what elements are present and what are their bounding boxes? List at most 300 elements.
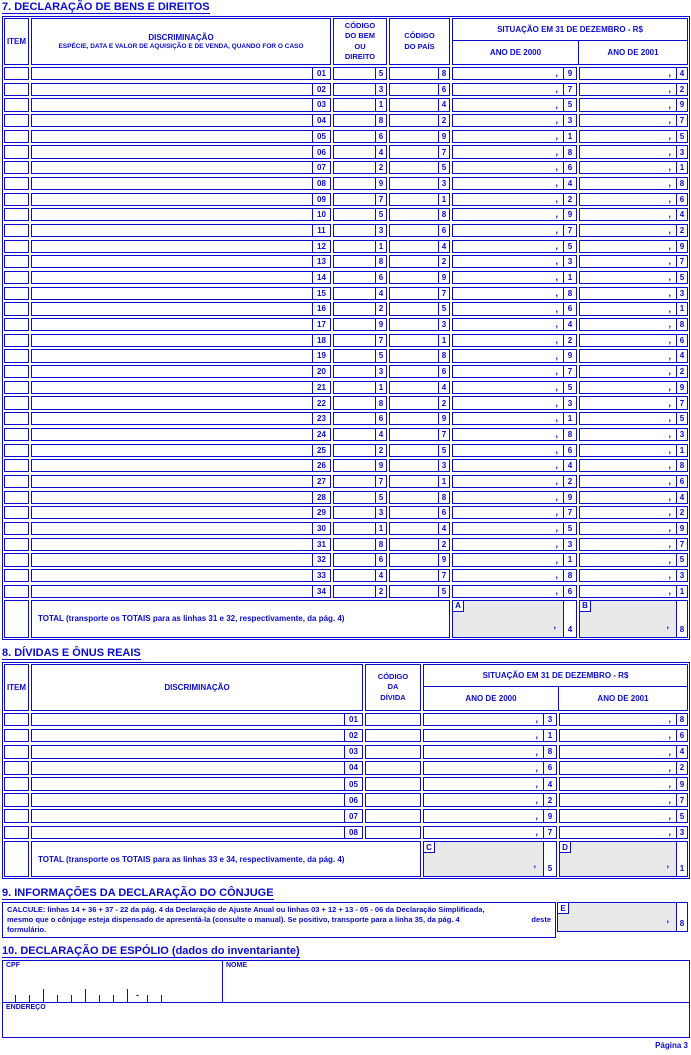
codigo-bem-input[interactable] (334, 476, 375, 487)
codigo-bem-input[interactable] (334, 460, 375, 471)
item-cell[interactable] (4, 569, 29, 582)
codigo-pais-input[interactable] (390, 209, 438, 220)
codigo-divida-input[interactable] (365, 777, 421, 791)
codigo-bem-input[interactable] (334, 554, 375, 565)
ano-2000-input[interactable] (453, 209, 563, 220)
codigo-bem-input[interactable] (334, 84, 375, 95)
codigo-pais-input[interactable] (390, 272, 438, 283)
ano-2001-input[interactable] (580, 162, 676, 173)
item-cell[interactable] (4, 240, 29, 253)
discriminacao-input[interactable] (32, 256, 312, 267)
ano-2001-input[interactable] (580, 507, 676, 518)
ano-2001-input[interactable] (580, 382, 676, 393)
discriminacao-input[interactable] (32, 382, 312, 393)
codigo-pais-input[interactable] (390, 288, 438, 299)
codigo-bem-input[interactable] (334, 382, 375, 393)
discriminacao-input[interactable] (32, 84, 312, 95)
codigo-pais-check-digit: 4 (438, 382, 449, 393)
codigo-bem-input[interactable] (334, 272, 375, 283)
ano-2000-check-digit: 8 (563, 288, 576, 299)
codigo-bem-check-digit: 3 (375, 225, 386, 236)
discriminacao-input[interactable] (32, 586, 312, 597)
discriminacao-input[interactable] (32, 131, 312, 142)
discriminacao-input[interactable] (32, 429, 312, 440)
ano-2000-input[interactable] (453, 445, 563, 456)
item-cell[interactable] (4, 177, 29, 190)
codigo-pais-input[interactable] (390, 554, 438, 565)
discriminacao-group (31, 522, 331, 535)
ano-2000-input[interactable] (453, 570, 563, 581)
ano-2000-input[interactable] (453, 194, 563, 205)
discriminacao-input[interactable] (32, 794, 344, 806)
codigo-bem-input[interactable] (334, 366, 375, 377)
ano-2000-input[interactable] (453, 460, 563, 471)
nome-field[interactable] (223, 961, 689, 1002)
codigo-pais-input[interactable] (390, 84, 438, 95)
discriminacao-input[interactable] (32, 762, 344, 774)
codigo-pais-input[interactable] (390, 256, 438, 267)
codigo-pais-input[interactable] (390, 429, 438, 440)
codigo-bem-input[interactable] (334, 241, 375, 252)
ano-2001-input[interactable] (580, 445, 676, 456)
ano-2001-input[interactable] (580, 178, 676, 189)
item-cell[interactable] (4, 208, 29, 221)
ano-2000-input[interactable] (453, 382, 563, 393)
ano-2001-check-digit: 3 (676, 570, 687, 581)
ano-2001-check-digit: 4 (676, 68, 687, 79)
ano-2001-input[interactable] (580, 429, 676, 440)
ano-2001-input[interactable] (580, 84, 676, 95)
ano-2001-input[interactable] (560, 794, 676, 806)
ano-2000-input[interactable] (453, 146, 563, 157)
ano-2001-group (579, 396, 688, 409)
codigo-bem-check-digit: 4 (375, 288, 386, 299)
ano-2000-input[interactable] (453, 115, 563, 126)
item-cell[interactable] (4, 396, 29, 409)
ano-2000-input[interactable] (453, 68, 563, 79)
ano-2001-input[interactable] (580, 335, 676, 346)
discriminacao-input[interactable] (32, 303, 312, 314)
codigo-bem-input[interactable] (334, 350, 375, 361)
ano-2001-input[interactable] (560, 746, 676, 758)
ano-2000-input[interactable] (424, 810, 543, 822)
discriminacao-input[interactable] (32, 241, 312, 252)
discriminacao-input[interactable] (32, 827, 344, 839)
ano-2001-input[interactable] (580, 272, 676, 283)
ano-2001-input[interactable] (580, 209, 676, 220)
codigo-bem-input[interactable] (334, 539, 375, 550)
item-cell[interactable] (4, 729, 29, 743)
discriminacao-input[interactable] (32, 778, 344, 790)
decimal-comma: , (668, 714, 671, 725)
codigo-bem-input[interactable] (334, 225, 375, 236)
item-cell[interactable] (4, 809, 29, 823)
ano-2000-input[interactable] (453, 131, 563, 142)
discriminacao-input[interactable] (32, 570, 312, 581)
ano-2000-input[interactable] (453, 84, 563, 95)
codigo-pais-input[interactable] (390, 586, 438, 597)
item-cell[interactable] (4, 491, 29, 504)
decimal-comma: , (668, 554, 671, 565)
discriminacao-input[interactable] (32, 272, 312, 283)
codigo-bem-input[interactable] (334, 146, 375, 157)
discriminacao-input[interactable] (32, 146, 312, 157)
item-cell[interactable] (4, 130, 29, 143)
item-cell[interactable] (4, 538, 29, 551)
codigo-bem-check-digit: 8 (375, 397, 386, 408)
discriminacao-input[interactable] (32, 209, 312, 220)
item-cell[interactable] (4, 365, 29, 378)
row-number: 21 (312, 382, 330, 393)
codigo-pais-input[interactable] (390, 131, 438, 142)
item-cell[interactable] (4, 114, 29, 127)
ano-2000-check-digit: 1 (563, 131, 576, 142)
codigo-pais-input[interactable] (390, 115, 438, 126)
ano-2000-input[interactable] (424, 730, 543, 742)
codigo-pais-input[interactable] (390, 366, 438, 377)
ano-2001-check-digit: 5 (676, 272, 687, 283)
discriminacao-input[interactable] (32, 178, 312, 189)
ano-2000-input[interactable] (424, 794, 543, 806)
discriminacao-input[interactable] (32, 730, 344, 742)
ano-2001-input[interactable] (580, 99, 676, 110)
codigo-pais-input[interactable] (390, 397, 438, 408)
ano-2000-check-digit: 5 (563, 523, 576, 534)
codigo-bem-input[interactable] (334, 429, 375, 440)
discriminacao-input[interactable] (32, 366, 312, 377)
codigo-bem-input[interactable] (334, 586, 375, 597)
decimal-comma: , (555, 507, 558, 518)
codigo-divida-input[interactable] (365, 761, 421, 775)
ano-2001-input[interactable] (580, 366, 676, 377)
ano-2001-input[interactable] (560, 778, 676, 790)
discriminacao-input[interactable] (32, 350, 312, 361)
codigo-pais-input[interactable] (390, 539, 438, 550)
codigo-divida-input[interactable] (365, 809, 421, 823)
item-cell[interactable] (4, 98, 29, 111)
item-cell[interactable] (4, 318, 29, 331)
item-cell[interactable] (4, 713, 29, 727)
discriminacao-input[interactable] (32, 492, 312, 503)
ano-2001-group (579, 114, 688, 127)
discriminacao-input[interactable] (32, 413, 312, 424)
codigo-bem-input[interactable] (334, 68, 375, 79)
discriminacao-input[interactable] (32, 194, 312, 205)
codigo-pais-input[interactable] (390, 146, 438, 157)
ano-2000-input[interactable] (453, 350, 563, 361)
ano-2001-input[interactable] (580, 492, 676, 503)
codigo-bem-input[interactable] (334, 413, 375, 424)
ano-2000-input[interactable] (453, 492, 563, 503)
codigo-pais-input[interactable] (390, 194, 438, 205)
discriminacao-group (31, 318, 331, 331)
cpf-tick (71, 995, 72, 1002)
total-c-field[interactable] (424, 842, 543, 876)
item-cell[interactable] (4, 777, 29, 791)
ano-2000-input[interactable] (453, 539, 563, 550)
codigo-bem-input[interactable] (334, 162, 375, 173)
item-cell[interactable] (4, 444, 29, 457)
ano-2000-input[interactable] (453, 366, 563, 377)
codigo-pais-input[interactable] (390, 99, 438, 110)
ano-2001-input[interactable] (580, 225, 676, 236)
codigo-bem-input[interactable] (334, 99, 375, 110)
codigo-bem-check-digit: 1 (375, 99, 386, 110)
field-e[interactable] (558, 903, 676, 931)
discriminacao-input[interactable] (32, 68, 312, 79)
ano-2000-input[interactable] (424, 714, 543, 726)
decimal-comma: , (555, 570, 558, 581)
codigo-divida-input[interactable] (365, 793, 421, 807)
item-cell[interactable] (4, 459, 29, 472)
ano-2001-check-digit: 8 (676, 714, 687, 726)
cpf-tick (99, 995, 100, 1002)
ano-2000-input[interactable] (453, 178, 563, 189)
ano-2000-input[interactable] (453, 225, 563, 236)
item-cell[interactable] (4, 475, 29, 488)
codigo-bem-input[interactable] (334, 570, 375, 581)
codigo-bem-input[interactable] (334, 115, 375, 126)
discriminacao-input[interactable] (32, 460, 312, 471)
ano-2000-input[interactable] (453, 554, 563, 565)
ano-2000-input[interactable] (453, 272, 563, 283)
ano-2000-input[interactable] (424, 762, 543, 774)
ano-2001-input[interactable] (580, 413, 676, 424)
codigo-pais-input[interactable] (390, 178, 438, 189)
item-cell[interactable] (4, 193, 29, 206)
ano-2000-input[interactable] (453, 241, 563, 252)
codigo-bem-input[interactable] (334, 209, 375, 220)
decimal-comma: , (555, 303, 558, 314)
decimal-comma: , (668, 444, 671, 455)
debt-row (4, 793, 688, 807)
codigo-pais-input[interactable] (390, 445, 438, 456)
ano-2001-input[interactable] (580, 303, 676, 314)
discriminacao-group (31, 349, 331, 362)
ano-2000-input[interactable] (453, 162, 563, 173)
ano-2001-input[interactable] (580, 539, 676, 550)
item-cell[interactable] (4, 255, 29, 268)
discriminacao-input[interactable] (32, 445, 312, 456)
ano-2000-input[interactable] (424, 827, 543, 839)
codigo-divida-input[interactable] (365, 713, 421, 727)
codigo-bem-input[interactable] (334, 397, 375, 408)
ano-2001-input[interactable] (580, 115, 676, 126)
ano-2001-group (559, 826, 688, 840)
total-a-field[interactable] (453, 601, 563, 637)
ano-2001-input[interactable] (580, 319, 676, 330)
codigo-pais-input[interactable] (390, 570, 438, 581)
codigo-pais-input[interactable] (390, 303, 438, 314)
item-cell[interactable] (4, 793, 29, 807)
ano-2001-input[interactable] (580, 131, 676, 142)
codigo-pais-input[interactable] (390, 413, 438, 424)
ano-2001-input[interactable] (580, 256, 676, 267)
item-cell[interactable] (4, 428, 29, 441)
codigo-pais-input[interactable] (390, 162, 438, 173)
codigo-bem-input[interactable] (334, 335, 375, 346)
discriminacao-input[interactable] (32, 335, 312, 346)
codigo-pais-input[interactable] (390, 507, 438, 518)
ano-2001-input[interactable] (580, 570, 676, 581)
discriminacao-input[interactable] (32, 162, 312, 173)
discriminacao-input[interactable] (32, 810, 344, 822)
ano-2000-input[interactable] (453, 335, 563, 346)
ano-2001-input[interactable] (580, 554, 676, 565)
discriminacao-input[interactable] (32, 319, 312, 330)
calc-line1: CALCULE: linhas 14 + 36 + 37 - 22 da pág. 4 da Declaração de Ajuste Anual ou linhas 03 + 12 + 13 - 05 - 06 da Declaração Simplificada, (7, 905, 485, 915)
ano-2001-input[interactable] (560, 762, 676, 774)
ano-2001-input[interactable] (580, 288, 676, 299)
codigo-pais-input[interactable] (390, 319, 438, 330)
ano-2000-input[interactable] (453, 429, 563, 440)
ano-2001-input[interactable] (560, 810, 676, 822)
ano-2001-input[interactable] (580, 397, 676, 408)
discriminacao-group (31, 506, 331, 519)
codigo-bem-group (333, 161, 387, 174)
codigo-bem-check-digit: 7 (375, 476, 386, 487)
codigo-pais-input[interactable] (390, 335, 438, 346)
discriminacao-input[interactable] (32, 554, 312, 565)
ano-2001-input[interactable] (580, 241, 676, 252)
ano-2001-input[interactable] (580, 68, 676, 79)
codigo-bem-input[interactable] (334, 507, 375, 518)
total-d-field[interactable] (560, 842, 676, 876)
discriminacao-input[interactable] (32, 539, 312, 550)
codigo-bem-input[interactable] (334, 492, 375, 503)
ano-2000-group (423, 826, 557, 840)
ano-2000-input[interactable] (453, 586, 563, 597)
ano-2000-input[interactable] (453, 319, 563, 330)
ano-2001-input[interactable] (580, 146, 676, 157)
discriminacao-input[interactable] (32, 397, 312, 408)
codigo-pais-group (389, 522, 450, 535)
item-cell[interactable] (4, 412, 29, 425)
codigo-pais-input[interactable] (390, 460, 438, 471)
cpf-field[interactable] (3, 961, 223, 1002)
endereco-field[interactable] (3, 1002, 689, 1037)
ano-2000-input[interactable] (453, 99, 563, 110)
item-cell[interactable] (4, 302, 29, 315)
field-letter-e: E (557, 902, 569, 914)
codigo-pais-input[interactable] (390, 350, 438, 361)
codigo-bem-input[interactable] (334, 178, 375, 189)
item-cell[interactable] (4, 826, 29, 840)
codigo-pais-check-digit: 9 (438, 131, 449, 142)
item-cell[interactable] (4, 145, 29, 158)
codigo-bem-input[interactable] (334, 131, 375, 142)
codigo-divida-input[interactable] (365, 729, 421, 743)
ano-2000-input[interactable] (453, 303, 563, 314)
item-cell[interactable] (4, 67, 29, 80)
ano-2000-input[interactable] (453, 413, 563, 424)
ano-2000-input[interactable] (453, 288, 563, 299)
item-cell[interactable] (4, 506, 29, 519)
item-cell[interactable] (4, 553, 29, 566)
item-cell[interactable] (4, 585, 29, 598)
item-cell[interactable] (4, 349, 29, 362)
row-number: 13 (312, 256, 330, 267)
discriminacao-input[interactable] (32, 746, 344, 758)
codigo-bem-input[interactable] (334, 303, 375, 314)
total-b-field[interactable] (580, 601, 676, 637)
codigo-bem-input[interactable] (334, 319, 375, 330)
codigo-bem-input[interactable] (334, 194, 375, 205)
discriminacao-input[interactable] (32, 476, 312, 487)
item-cell[interactable] (4, 745, 29, 759)
ano-2000-group (452, 271, 577, 284)
ano-2001-input[interactable] (580, 476, 676, 487)
decimal-comma: , (668, 778, 671, 789)
item-cell[interactable] (4, 381, 29, 394)
codigo-divida-input[interactable] (365, 826, 421, 840)
discriminacao-input[interactable] (32, 523, 312, 534)
codigo-divida-input[interactable] (365, 745, 421, 759)
item-cell[interactable] (4, 161, 29, 174)
ano-2000-input[interactable] (453, 256, 563, 267)
codigo-bem-input[interactable] (334, 523, 375, 534)
discriminacao-input[interactable] (32, 225, 312, 236)
decimal-comma: , (668, 746, 671, 757)
codigo-bem-input[interactable] (334, 445, 375, 456)
ano-2001-input[interactable] (580, 194, 676, 205)
discriminacao-input[interactable] (32, 115, 312, 126)
ano-2001-input[interactable] (560, 714, 676, 726)
item-cell[interactable] (4, 224, 29, 237)
item-cell[interactable] (4, 287, 29, 300)
codigo-pais-group (389, 161, 450, 174)
codigo-pais-check-digit: 7 (438, 146, 449, 157)
ano-2001-input[interactable] (560, 827, 676, 839)
discriminacao-input[interactable] (32, 507, 312, 518)
codigo-bem-input[interactable] (334, 288, 375, 299)
item-cell[interactable] (4, 334, 29, 347)
codigo-pais-input[interactable] (390, 523, 438, 534)
ano-2001-input[interactable] (580, 586, 676, 597)
ano-2001-input[interactable] (580, 460, 676, 471)
ano-2000-input[interactable] (424, 746, 543, 758)
codigo-pais-input[interactable] (390, 241, 438, 252)
codigo-bem-check-digit: 2 (375, 303, 386, 314)
codigo-pais-input[interactable] (390, 492, 438, 503)
ano-2000-input[interactable] (453, 507, 563, 518)
field-letter-d: D (559, 841, 571, 853)
codigo-bem-check-digit: 9 (375, 178, 386, 189)
ano-2001-input[interactable] (580, 350, 676, 361)
item-cell[interactable] (4, 83, 29, 96)
discriminacao-input[interactable] (32, 288, 312, 299)
field-letter-c: C (423, 841, 435, 853)
codigo-bem-input[interactable] (334, 256, 375, 267)
codigo-pais-input[interactable] (390, 68, 438, 79)
ano-2000-input[interactable] (453, 476, 563, 487)
ano-2000-input[interactable] (424, 778, 543, 790)
item-cell[interactable] (4, 761, 29, 775)
codigo-pais-input[interactable] (390, 382, 438, 393)
discriminacao-input[interactable] (32, 99, 312, 110)
discriminacao-input[interactable] (32, 714, 344, 726)
item-cell[interactable] (4, 271, 29, 284)
ano-2001-input[interactable] (560, 730, 676, 742)
codigo-pais-input[interactable] (390, 476, 438, 487)
ano-2000-input[interactable] (453, 397, 563, 408)
codigo-pais-input[interactable] (390, 225, 438, 236)
ano-2000-input[interactable] (453, 523, 563, 534)
row-number: 33 (312, 570, 330, 581)
item-cell[interactable] (4, 522, 29, 535)
decimal-comma: , (668, 178, 671, 188)
ano-2001-input[interactable] (580, 523, 676, 534)
